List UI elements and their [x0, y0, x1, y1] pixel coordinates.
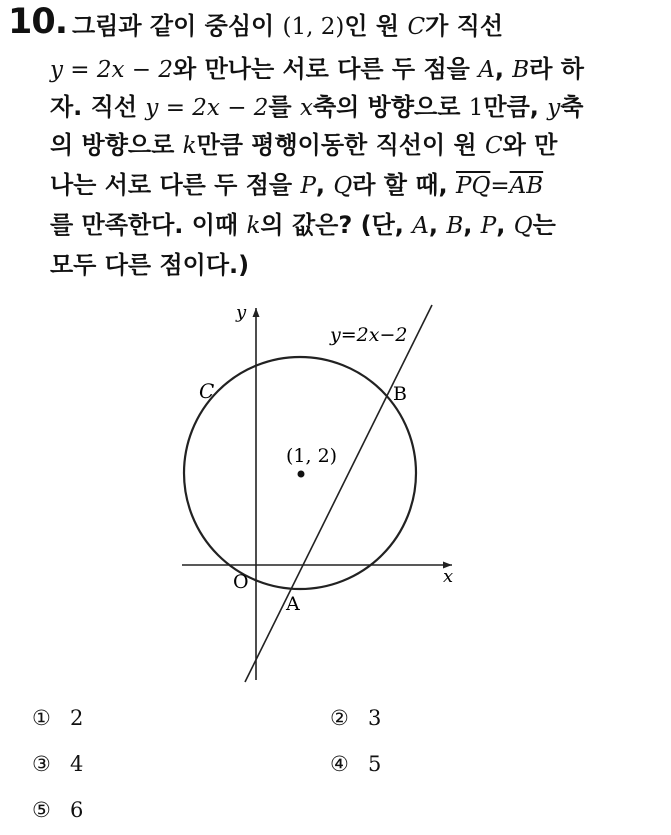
circle-name: C	[485, 133, 503, 159]
text: 와 만	[502, 131, 558, 159]
choice-5[interactable]	[32, 798, 83, 822]
circle-name: C	[407, 14, 426, 40]
k-variable: k	[182, 133, 197, 159]
choice-3[interactable]	[32, 752, 83, 776]
text: 인 원	[344, 12, 408, 40]
text: ,	[428, 211, 447, 239]
text: 나는 서로 다른 두 점을	[50, 171, 301, 199]
text: ,	[496, 211, 514, 239]
center-coordinate: (1, 2)	[282, 14, 345, 40]
text: 축	[560, 93, 584, 121]
segment-pq: $\overline{PQ}$	[456, 173, 491, 199]
point-q: Q	[333, 173, 353, 199]
text: ,	[315, 171, 334, 199]
text: 모두 다른 점이다.)	[50, 251, 250, 279]
circle-label: C	[199, 379, 215, 403]
choice-value: 2	[70, 706, 84, 730]
line-equation: y = 2x − 2	[50, 57, 174, 83]
text: 라 할 때,	[352, 171, 457, 199]
line-equation: y = 2x − 2	[145, 95, 269, 121]
text: 의 값은? (단,	[260, 211, 413, 239]
x-variable: x	[299, 95, 313, 121]
point-a-label: A	[286, 593, 300, 615]
choice-4[interactable]	[330, 752, 381, 776]
y-axis-label: y	[236, 302, 247, 323]
x-axis-label: x	[443, 566, 454, 587]
choice-marker: ⑤	[32, 798, 51, 822]
segment-ab: $\overline{AB}$	[509, 173, 544, 199]
y-axis-arrow-icon	[253, 308, 260, 317]
equals-sign: =	[490, 173, 510, 199]
line-y-2x-2	[245, 305, 432, 682]
choice-2[interactable]	[330, 706, 381, 730]
text: 를	[268, 93, 300, 121]
text: 만큼,	[483, 93, 548, 121]
text: 가 직선	[425, 12, 504, 40]
text: 그림과 같이 중심이	[72, 12, 283, 40]
point-p: P	[480, 213, 497, 239]
text: 자. 직선	[50, 93, 146, 121]
choice-marker: ②	[330, 706, 349, 730]
choice-marker: ④	[330, 752, 349, 776]
line-equation-label: y=2x−2	[330, 324, 408, 346]
text: 의 방향으로	[50, 131, 183, 159]
center-point	[298, 471, 305, 478]
point-a: A	[412, 213, 429, 239]
point-a: A	[478, 57, 495, 83]
point-q: Q	[513, 213, 533, 239]
y-variable: y	[547, 95, 561, 121]
choice-value: 4	[70, 752, 84, 776]
choice-value: 3	[368, 706, 382, 730]
question-number: 10.	[8, 2, 68, 42]
text: 축의 방향으로	[312, 93, 469, 121]
text: 를 만족한다. 이때	[50, 211, 247, 239]
shift-amount: 1	[468, 95, 484, 121]
text: 라 하	[529, 55, 584, 83]
point-b-label: B	[393, 383, 407, 405]
text: ,	[494, 55, 513, 83]
text: ,	[463, 211, 481, 239]
choice-marker: ③	[32, 752, 51, 776]
point-b: B	[512, 57, 530, 83]
k-variable: k	[246, 213, 261, 239]
choice-marker: ①	[32, 706, 51, 730]
point-b: B	[446, 213, 464, 239]
choice-1[interactable]	[32, 706, 83, 730]
text: 는	[532, 211, 556, 239]
center-label: (1, 2)	[286, 445, 338, 467]
choice-value: 6	[70, 798, 84, 822]
choice-value: 5	[368, 752, 382, 776]
text: 와 만나는 서로 다른 두 점을	[173, 55, 479, 83]
point-p: P	[300, 173, 316, 199]
text: 만큼 평행이동한 직선이 원	[196, 131, 486, 159]
origin-label: O	[233, 571, 249, 593]
